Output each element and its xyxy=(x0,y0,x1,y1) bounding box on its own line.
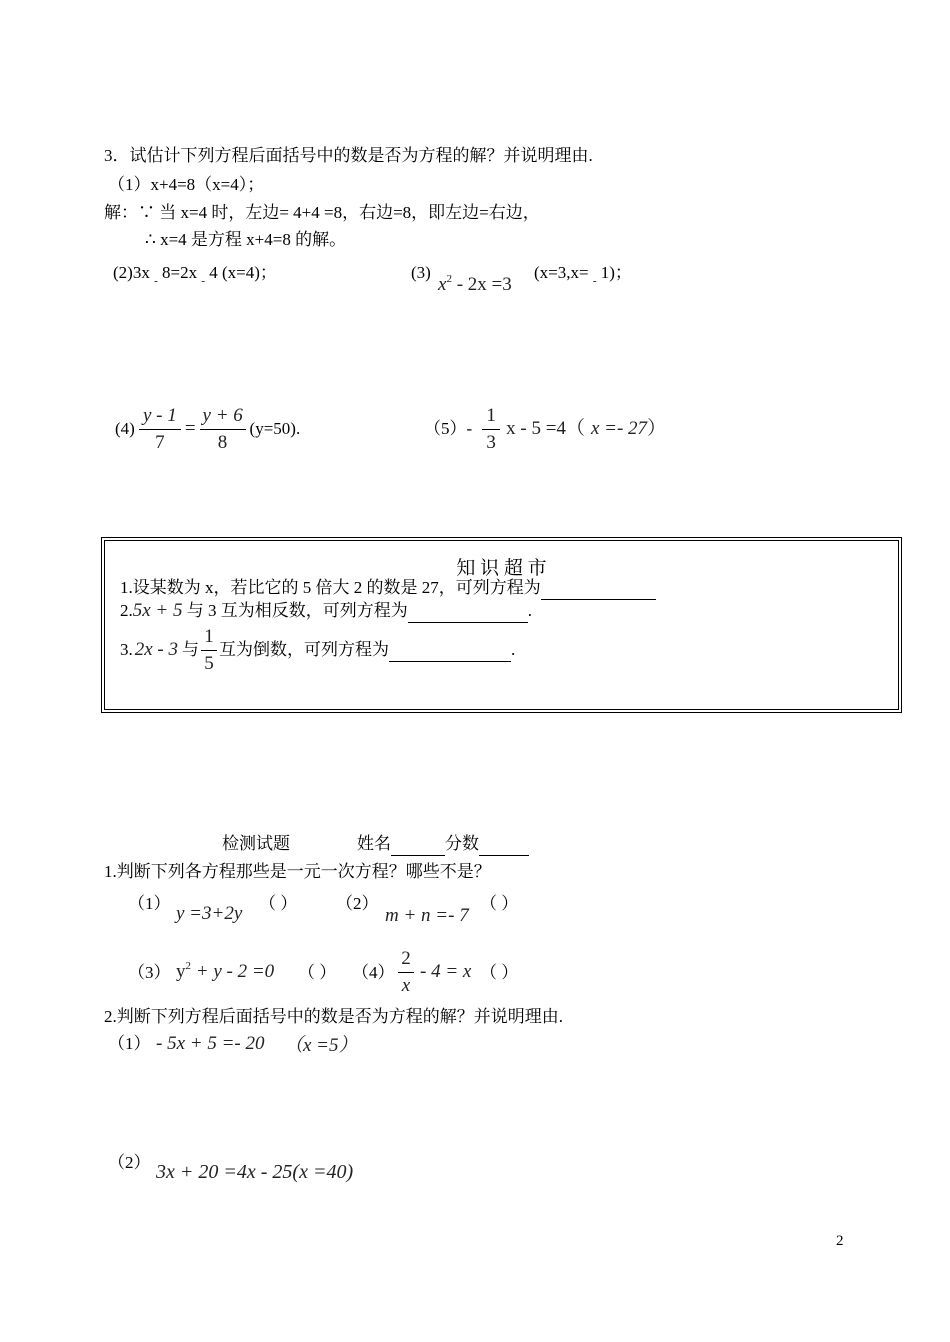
fraction-two-over-x: $\frac{2}{x}$ xyxy=(398,946,414,999)
knowledge-box xyxy=(101,537,902,713)
fraction-one-third: $\frac{1}{3}$ xyxy=(482,403,500,456)
q1-2-label: （2） xyxy=(336,894,379,913)
q1-3-answer-paren[interactable]: （ ） xyxy=(298,963,337,982)
q2-1-label: （1） xyxy=(108,1034,151,1053)
answer-blank[interactable] xyxy=(541,577,656,600)
q1-1-equation: y =3+2y xyxy=(176,903,243,924)
question-3-3-label: (3) xyxy=(411,263,431,282)
fraction-one-fifth: $\frac{1}{5}$ xyxy=(201,624,217,677)
fraction-left: $\frac{y - 1}{7}$ xyxy=(139,403,181,456)
question-3-3-condition: (x=3,x= $_-$ 1)； xyxy=(534,263,632,287)
question-3-4: (4) $\frac{y - 1}{7}$ = $\frac{y + 6}{8}$ (y=50). xyxy=(115,402,300,456)
q1-2-equation: m + n =- 7 xyxy=(385,905,469,926)
q1-1-answer-paren[interactable]: （ ） xyxy=(259,894,298,913)
test-header-title: 检测试题 xyxy=(222,834,290,853)
name-blank[interactable] xyxy=(391,833,445,856)
solution-line1: 解：∵ 当 x=4 时，左边= 4+4 =8，右边=8，即左边=右边， xyxy=(104,203,540,222)
section3-heading: 3．试估计下列方程后面括号中的数是否为方程的解？并说明理由. xyxy=(104,146,593,165)
q2-1-equation: - 5x + 5 =- 20 xyxy=(156,1033,265,1054)
page-number: 2 xyxy=(836,1233,844,1249)
answer-blank[interactable] xyxy=(408,600,528,623)
test-header-name: 姓名 分数 xyxy=(357,833,529,856)
knowledge-item2: 2.5x + 5 与 3 互为相反数，可列方程为 . xyxy=(120,600,533,621)
q1-1-label: （1） xyxy=(128,894,171,913)
q1-2-answer-paren[interactable]: （ ） xyxy=(480,894,519,913)
q1-4-label: （4） xyxy=(352,963,395,982)
score-blank[interactable] xyxy=(479,833,529,856)
q1-3-label: （3） xyxy=(128,963,171,982)
q2-1-condition: （x =5） xyxy=(284,1035,358,1056)
answer-blank[interactable] xyxy=(389,639,511,662)
question-3-3-equation: $x^2 - 2x =3$ xyxy=(438,273,512,295)
solution-line2: ∴ x=4 是方程 x+4=8 的解。 xyxy=(145,230,347,249)
q1-4-answer-paren[interactable]: （ ） xyxy=(480,963,519,982)
knowledge-title: 知 识 超 市 xyxy=(456,558,547,579)
knowledge-item3: 3. 2x - 3 与 $\frac{1}{5}$ 互为倒数，可列方程为 . xyxy=(120,623,515,677)
question-3-5: （5）- $\frac{1}{3}$ x - 5 =4（ x =- 27 ） xyxy=(424,402,666,456)
q2-2-equation: 3x + 20 =4x - 25(x =40) xyxy=(156,1161,354,1183)
test-question2: 2.判断下列方程后面括号中的数是否为方程的解？并说明理由. xyxy=(104,1007,563,1026)
knowledge-item1: 1.设某数为 x，若比它的 5 倍大 2 的数是 27，可列方程为 xyxy=(120,577,656,600)
fraction-right: $\frac{y + 6}{8}$ xyxy=(200,403,246,456)
q2-2-label: （2） xyxy=(108,1153,151,1172)
example1-label: （1）x+4=8（x=4）； xyxy=(108,175,265,194)
test-question1: 1.判断下列各方程那些是一元一次方程？哪些不是？ xyxy=(104,862,491,881)
q1-3-equation: $y^2 + y - 2 =0$ xyxy=(176,960,275,982)
q1-4-equation: $\frac{2}{x}$ - 4 = x xyxy=(398,944,471,1000)
question-3-2: (2)3x $_-$ 8=2x $_-$ 4 (x=4)； xyxy=(113,263,277,287)
